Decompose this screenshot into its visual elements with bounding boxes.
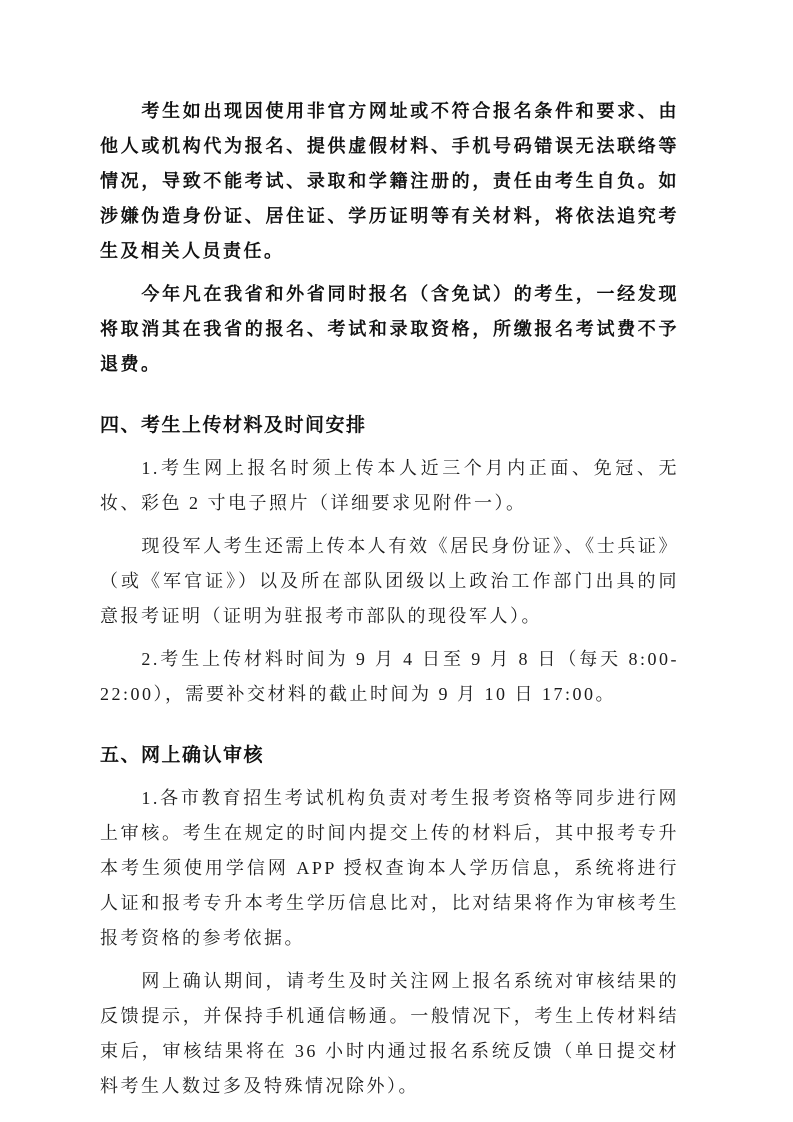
section-4-paragraph-upload-time: 2.考生上传材料时间为 9 月 4 日至 9 月 8 日（每天 8:00-22:00），需要补交材料的截止时间为 9 月 10 日 17:00。	[100, 649, 679, 704]
notice-paragraph-liability: 考生如出现因使用非官方网址或不符合报名条件和要求、由他人或机构代为报名、提供虚假材料、手机号码错误无法联络等情况，导致不能考试、录取和学籍注册的，责任由考生自负。如涉嫌伪造身份证、居住证、学历证明等有关材料，将依法追究考生及相关人员责任。	[100, 101, 679, 261]
section-5-paragraph-online-review: 1.各市教育招生考试机构负责对考生报考资格等同步进行网上审核。考生在规定的时间内提交上传的材料后，其中报考专升本考生须使用学信网 APP 授权查询本人学历信息，系统将进行人证和报考专升本考生学历信息比对，比对结果将作为审核考生报考资格的参考依据。	[100, 788, 679, 948]
section-4-paragraph-military-documents: 现役军人考生还需上传本人有效《居民身份证》、《士兵证》（或《军官证》）以及所在部队团级以上政治工作部门出具的同意报考证明（证明为驻报考市部队的现役军人）。	[100, 536, 679, 626]
section-4-heading: 四、考生上传材料及时间安排	[100, 415, 367, 436]
notice-paragraph-duplicate-registration: 今年凡在我省和外省同时报名（含免试）的考生，一经发现将取消其在我省的报名、考试和录取资格，所缴报名考试费不予退费。	[100, 284, 679, 374]
section-5-paragraph-result-feedback: 网上确认期间，请考生及时关注网上报名系统对审核结果的反馈提示，并保持手机通信畅通。一般情况下，考生上传材料结束后，审核结果将在 36 小时内通过报名系统反馈（单日提交材料考生人数过多及特殊情况除外）。	[100, 971, 679, 1096]
section-4-paragraph-photo-requirement: 1.考生网上报名时须上传本人近三个月内正面、免冠、无妆、彩色 2 寸电子照片（详细要求见附件一）。	[100, 458, 679, 513]
section-5-heading: 五、网上确认审核	[100, 745, 265, 766]
